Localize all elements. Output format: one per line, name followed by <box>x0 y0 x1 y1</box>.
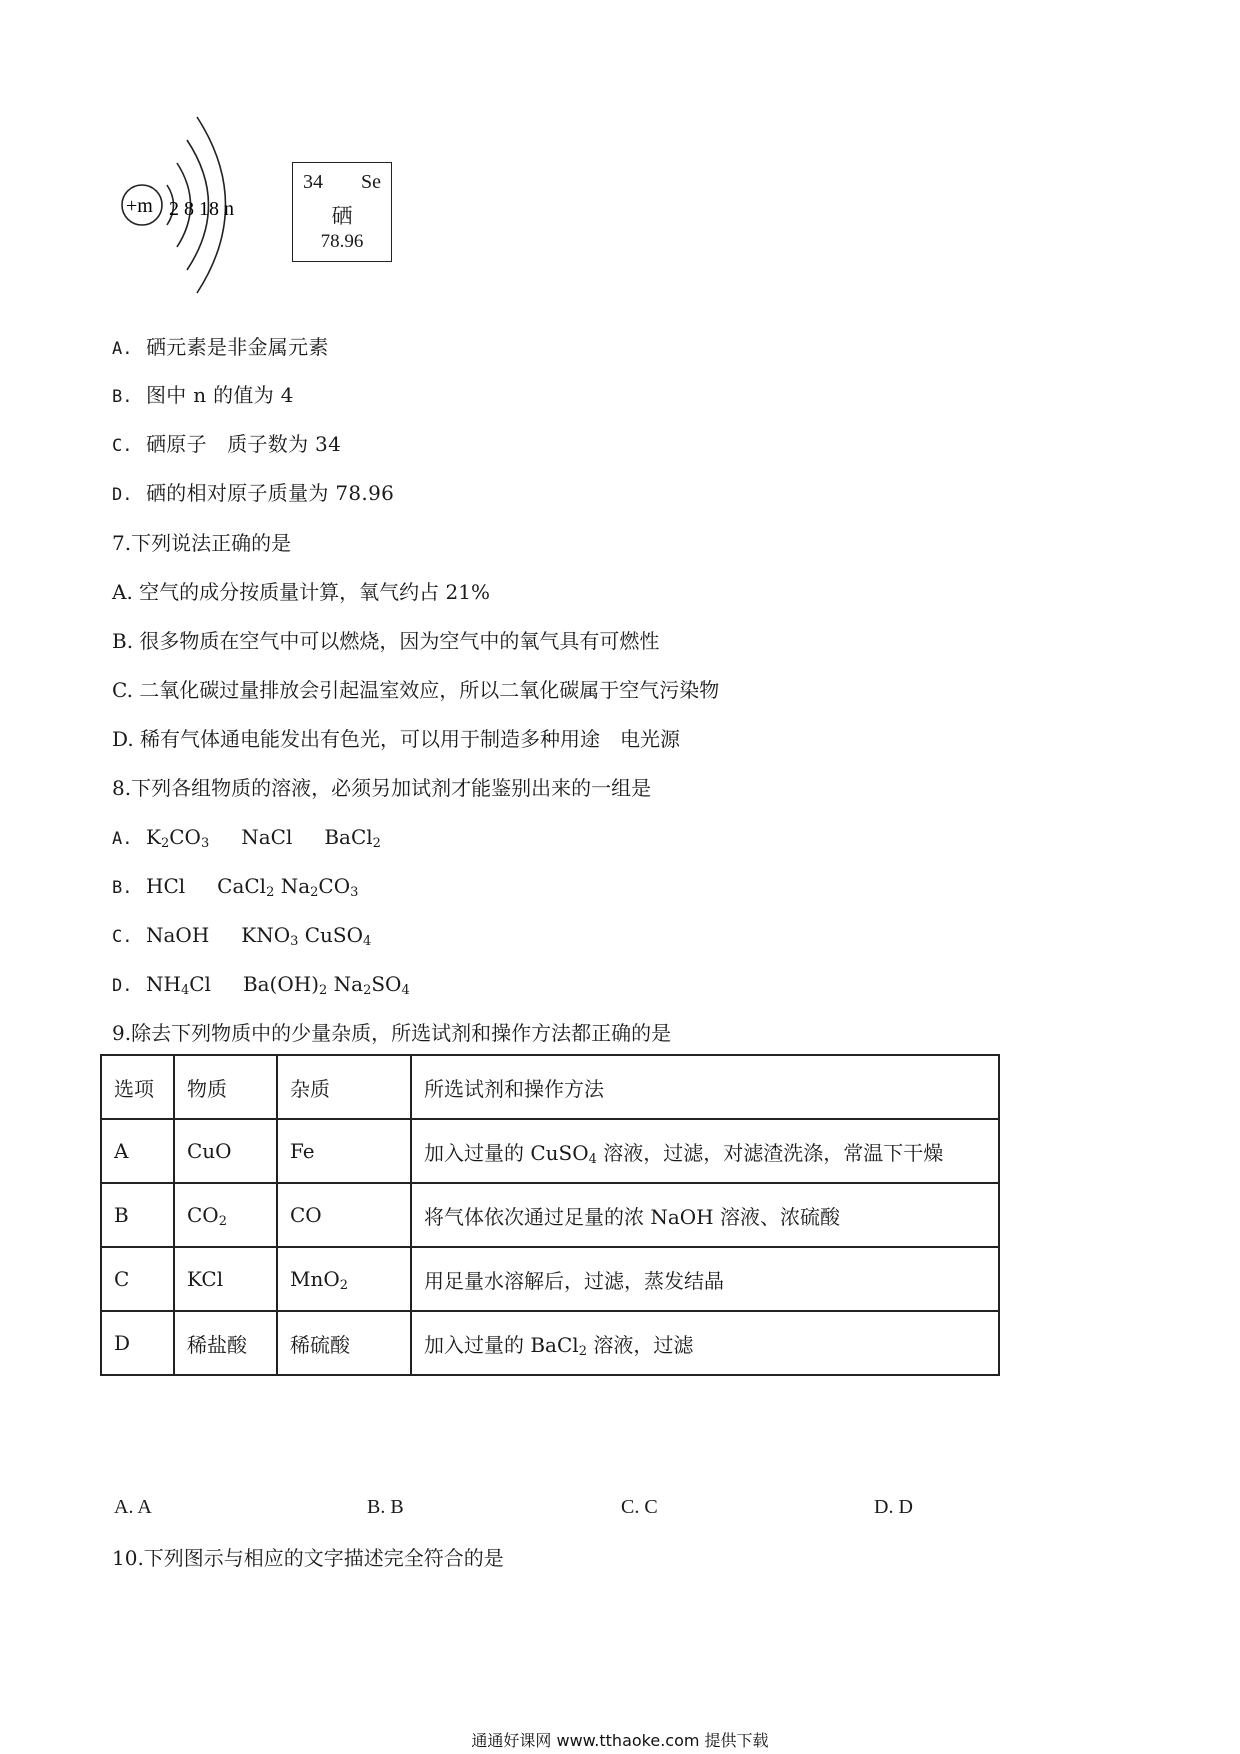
atomic-mass: 78.96 <box>320 231 364 252</box>
table-cell-substance: CuO <box>174 1119 277 1183</box>
table-cell-method: 将气体依次通过足量的浓 NaOH 溶液、浓硫酸 <box>411 1183 999 1247</box>
table-row <box>101 1183 999 1247</box>
page-footer: 通通好课网 www.tthaoke.com 提供下载 <box>471 1731 769 1750</box>
table-cell-method: 加入过量的 CuSO$_4$ 溶液，过滤，对滤渣洗涤，常温下干燥 <box>411 1119 999 1183</box>
q9-answer-d: D. D <box>874 1496 913 1518</box>
q9-stem: 9.除去下列物质中的少量杂质，所选试剂和操作方法都正确的是 <box>112 1021 672 1045</box>
table-cell-option: D <box>101 1311 174 1375</box>
table-cell-option: C <box>101 1247 174 1311</box>
q7-option-c: C. 二氧化碳过量排放会引起温室效应，所以二氧化碳属于空气污染物 <box>112 678 720 702</box>
nucleus-label: +m <box>126 195 153 217</box>
table-cell-substance: 稀盐酸 <box>174 1311 277 1375</box>
table-cell-substance: KCl <box>174 1247 277 1311</box>
q10-stem: 10.下列图示与相应的文字描述完全符合的是 <box>112 1546 504 1570</box>
q9-answer-c: C. C <box>621 1496 658 1518</box>
q6-option-a: A. 硒元素是非金属元素 <box>112 335 329 359</box>
q8-stem: 8.下列各组物质的溶液，必须另加试剂才能鉴别出来的一组是 <box>112 776 652 800</box>
table-cell-method: 用足量水溶解后，过滤，蒸发结晶 <box>411 1247 999 1311</box>
q6-option-b: B. 图中 n 的值为 4 <box>112 383 294 407</box>
q9-answer-a: A. A <box>114 1496 152 1518</box>
q7-option-d: D. 稀有气体通电能发出有色光，可以用于制造多种用途 电光源 <box>112 727 681 751</box>
q9-options-table <box>100 1054 1000 1376</box>
q7-option-b: B. 很多物质在空气中可以燃烧，因为空气中的氧气具有可燃性 <box>112 629 660 653</box>
table-header-cell: 选项 <box>101 1055 174 1119</box>
table-row <box>101 1311 999 1375</box>
atom-structure-diagram <box>112 105 262 305</box>
table-cell-method: 加入过量的 BaCl$_2$ 溶液，过滤 <box>411 1311 999 1375</box>
q6-option-c: C. 硒原子 质子数为 34 <box>112 432 342 456</box>
element-box-selenium <box>292 162 392 262</box>
table-header-row <box>101 1055 999 1119</box>
q7-option-a: A. 空气的成分按质量计算，氧气约占 21% <box>112 580 490 604</box>
q8-option-b: B. HCl CaCl$_2$ $Na_2CO_3$ <box>112 874 359 900</box>
table-row <box>101 1247 999 1311</box>
q9-answer-b: B. B <box>367 1496 404 1518</box>
q6-option-d: D. 硒的相对原子质量为 78.96 <box>112 481 395 505</box>
table-cell-impurity: CO <box>277 1183 411 1247</box>
element-symbol: Se <box>361 171 381 193</box>
shells-label: 2 8 18 n <box>169 198 234 220</box>
table-cell-option: B <box>101 1183 174 1247</box>
table-header-cell: 杂质 <box>277 1055 411 1119</box>
table-row <box>101 1119 999 1183</box>
table-cell-impurity: Fe <box>277 1119 411 1183</box>
atomic-number: 34 <box>303 171 323 193</box>
q8-option-d: D. $NH_4Cl$ $Ba(OH)_2$ $Na_2SO_4$ <box>112 972 410 998</box>
table-cell-impurity: MnO$_2$ <box>277 1247 411 1311</box>
q7-stem: 7.下列说法正确的是 <box>112 531 292 555</box>
table-header-cell: 物质 <box>174 1055 277 1119</box>
q8-option-a: A. $K_2CO_3$ NaCl BaCl$_2$ <box>112 825 381 851</box>
table-cell-substance: $CO_2$ <box>174 1183 277 1247</box>
q8-option-c: C. NaOH $KNO_3$ CuSO$_4$ <box>112 923 372 949</box>
table-header-cell: 所选试剂和操作方法 <box>411 1055 999 1119</box>
table-cell-impurity: 稀硫酸 <box>277 1311 411 1375</box>
element-name: 硒 <box>331 204 353 228</box>
table-cell-option: A <box>101 1119 174 1183</box>
